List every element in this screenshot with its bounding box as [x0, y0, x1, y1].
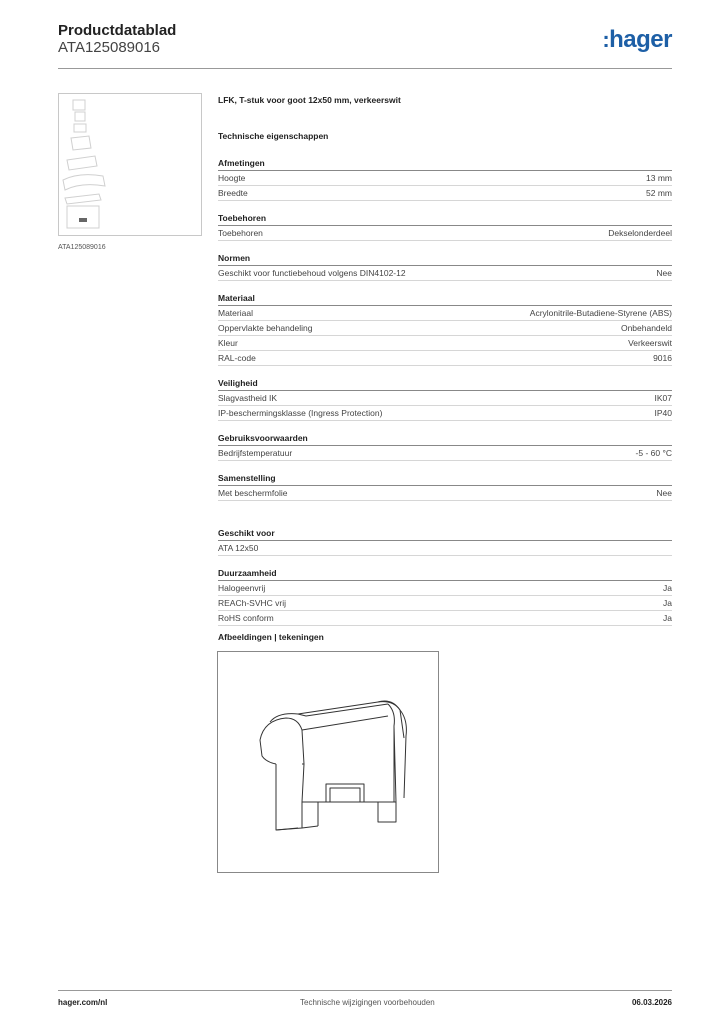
spec-row — [218, 171, 672, 186]
spec-value: 13 mm — [646, 173, 672, 183]
section-title: Duurzaamheid — [218, 567, 672, 581]
spec-row — [218, 321, 672, 336]
spec-label: Hoogte — [218, 173, 246, 183]
spec-value: Ja — [663, 613, 672, 623]
page-title: Productdatablad — [58, 22, 177, 39]
spec-content — [218, 95, 672, 637]
spec-row — [218, 596, 672, 611]
section-title: Afmetingen — [218, 157, 672, 171]
spec-value: -5 - 60 °C — [635, 448, 672, 458]
spec-label: Geschikt voor functiebehoud volgens DIN4102-12 — [218, 268, 406, 278]
section-title: Normen — [218, 252, 672, 266]
technical-properties-title: Technische eigenschappen — [218, 131, 329, 141]
spec-value: Verkeerswit — [628, 338, 672, 348]
spec-row — [218, 391, 672, 406]
thumbnail-caption: ATA125089016 — [58, 244, 106, 251]
spec-row — [218, 541, 672, 556]
footer-date: 06.03.2026 — [631, 998, 672, 1007]
spec-row — [218, 406, 672, 421]
spec-value: Nee — [656, 268, 672, 278]
spec-value: 52 mm — [646, 188, 672, 198]
spec-row — [218, 486, 672, 501]
section-duurzaamheid — [218, 567, 672, 626]
spec-row — [218, 266, 672, 281]
spec-label: IP-beschermingsklasse (Ingress Protection) — [218, 408, 383, 418]
product-reference: ATA125089016 — [58, 39, 161, 56]
t-piece-drawing-icon — [218, 652, 438, 872]
spec-row — [218, 611, 672, 626]
hager-logo — [602, 26, 672, 54]
section-afmetingen — [218, 157, 672, 201]
product-drawing — [217, 651, 439, 873]
spec-value: Onbehandeld — [620, 323, 672, 333]
images-title: Afbeeldingen | tekeningen — [218, 632, 324, 642]
product-thumbnail — [58, 93, 202, 236]
product-description: LFK, T-stuk voor goot 12x50 mm, verkeerswit — [218, 95, 401, 105]
section-normen — [218, 252, 672, 281]
spec-value: IP40 — [654, 408, 672, 418]
spec-label: Breedte — [218, 188, 248, 198]
section-gebruiksvoorwaarden — [218, 432, 672, 461]
spec-value: Dekselonderdeel — [608, 228, 672, 238]
spec-value: Nee — [656, 488, 672, 498]
spec-label: Met beschermfolie — [218, 488, 288, 498]
spec-label: ATA 12x50 — [218, 543, 259, 553]
section-materiaal — [218, 292, 672, 366]
section-title: Materiaal — [218, 292, 672, 306]
section-veiligheid — [218, 377, 672, 421]
spec-row — [218, 351, 672, 366]
spec-value: Ja — [663, 598, 672, 608]
spec-value: 9016 — [653, 353, 672, 363]
header-divider — [58, 68, 672, 69]
section-geschikt-voor — [218, 527, 672, 556]
spec-row — [218, 306, 672, 321]
section-title: Veiligheid — [218, 377, 672, 391]
section-title: Gebruiksvoorwaarden — [218, 432, 672, 446]
footer-divider — [58, 990, 672, 991]
footer-notice: Technische wijzigingen voorbehouden — [300, 998, 435, 1007]
spec-label: Halogeenvrij — [218, 583, 266, 593]
section-toebehoren — [218, 212, 672, 241]
section-samenstelling — [218, 472, 672, 501]
spec-row — [218, 446, 672, 461]
spec-label: Materiaal — [218, 308, 253, 318]
spec-row — [218, 186, 672, 201]
spec-value: Ja — [663, 583, 672, 593]
section-title: Samenstelling — [218, 472, 672, 486]
spec-label: RoHS conform — [218, 613, 274, 623]
spec-row — [218, 226, 672, 241]
spec-label: Bedrijfstemperatuur — [218, 448, 293, 458]
logo-text: hager — [609, 26, 672, 53]
spec-value: Acrylonitrile-Butadiene-Styrene (ABS) — [529, 308, 672, 318]
spec-value: IK07 — [654, 393, 672, 403]
logo-colon-icon: : — [602, 27, 610, 52]
spec-label: Oppervlakte behandeling — [218, 323, 313, 333]
spec-row — [218, 581, 672, 596]
spec-label: Toebehoren — [218, 228, 263, 238]
spec-label: RAL-code — [218, 353, 256, 363]
spec-row — [218, 336, 672, 351]
section-title: Geschikt voor — [218, 527, 672, 541]
spec-label: Kleur — [218, 338, 238, 348]
spec-label: Slagvastheid IK — [218, 393, 278, 403]
footer-website-link[interactable]: hager.com/nl — [58, 998, 108, 1007]
section-title: Toebehoren — [218, 212, 672, 226]
spec-label: REACh-SVHC vrij — [218, 598, 287, 608]
product-parts-icon — [59, 94, 201, 235]
